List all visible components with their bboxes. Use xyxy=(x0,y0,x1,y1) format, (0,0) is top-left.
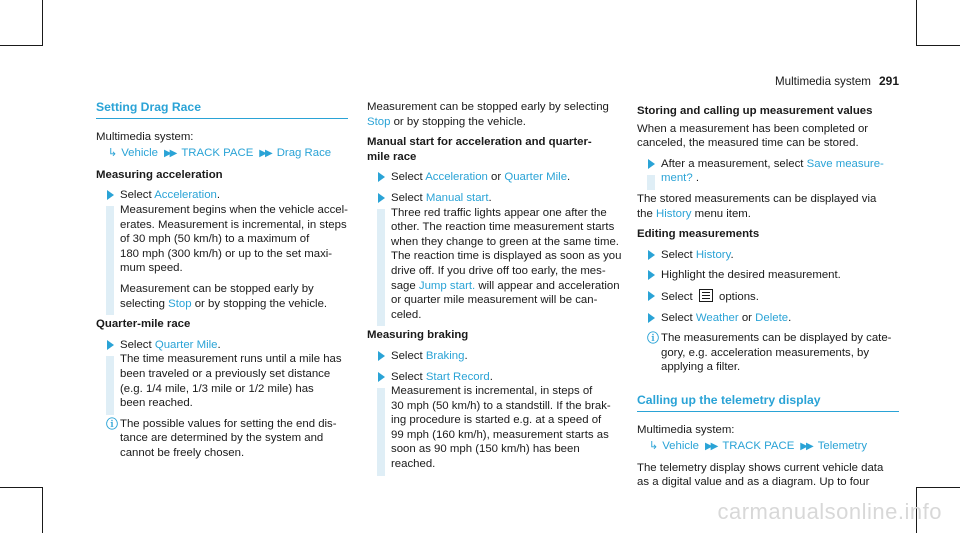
info-icon: ⓘ xyxy=(647,331,660,346)
text: sage xyxy=(391,279,419,292)
step-arrow-icon xyxy=(648,291,655,301)
menu-link: History xyxy=(695,248,731,261)
column-3 xyxy=(637,100,899,490)
subheading: Storing and calling up measurement values xyxy=(637,105,873,117)
step xyxy=(367,349,629,364)
step xyxy=(637,248,899,263)
crop-mark xyxy=(42,0,43,46)
step-bar xyxy=(106,206,114,315)
text: The time measurement runs until a mile has xyxy=(120,353,342,366)
step xyxy=(637,157,899,186)
text: options. xyxy=(715,290,759,303)
text: menu item. xyxy=(691,207,751,220)
info-icon: ⓘ xyxy=(106,416,119,431)
section-rule xyxy=(637,411,899,412)
menu-link: Stop xyxy=(168,297,192,310)
watermark: carmanualsonline.info xyxy=(717,499,942,524)
step-bar xyxy=(377,209,385,326)
subheading: Measuring acceleration xyxy=(96,168,223,181)
crop-mark xyxy=(916,0,917,46)
text: Measurement can be stopped early by selecting xyxy=(367,101,609,113)
text: tance are determined by the system and xyxy=(120,432,324,445)
column-1 xyxy=(96,100,348,466)
text: . xyxy=(788,311,792,324)
text: . xyxy=(488,191,492,204)
return-arrow-icon: ↳ xyxy=(649,440,659,453)
note xyxy=(637,331,899,375)
step-arrow-icon xyxy=(378,372,385,382)
text: cannot be freely chosen. xyxy=(120,446,245,459)
text: will appear and acceleration xyxy=(475,279,620,292)
text: . xyxy=(216,189,221,202)
text: Select xyxy=(391,191,426,204)
text: Select xyxy=(661,311,696,324)
path-item: TRACK PACE xyxy=(181,147,254,160)
text: or quarter mile measurement will be can- xyxy=(391,294,598,307)
text: Select xyxy=(120,189,155,202)
text: erates. Measurement is incremental, in steps xyxy=(120,218,347,231)
text: Measurement begins when the vehicle accel- xyxy=(120,203,348,216)
step-arrow-icon xyxy=(378,193,385,203)
subheading xyxy=(367,135,629,164)
step xyxy=(367,370,629,472)
step-arrow-icon xyxy=(648,270,655,280)
step-arrow-icon xyxy=(648,250,655,260)
section-title: Setting Drag Race xyxy=(96,100,201,114)
text: When a measurement has been completed or xyxy=(637,122,869,135)
menu-link: Quarter Mile xyxy=(504,171,568,184)
options-icon xyxy=(699,289,713,302)
text: Three red traffic lights appear one after the xyxy=(391,206,607,219)
text: been reached. xyxy=(120,397,193,410)
text: Highlight the desired measurement. xyxy=(661,269,841,282)
text: the xyxy=(637,207,656,220)
text: . xyxy=(692,172,700,185)
section-title: Calling up the telemetry display xyxy=(637,392,821,407)
text: The measurements can be displayed by cate- xyxy=(661,332,892,345)
text: . xyxy=(567,171,571,184)
note xyxy=(96,417,348,461)
intro-text: Multimedia system: xyxy=(637,423,735,436)
menu-link: Quarter Mile xyxy=(154,338,218,351)
text: Measurement can be stopped early by xyxy=(120,282,314,295)
step-arrow-icon xyxy=(648,313,655,323)
menu-link: Manual start xyxy=(425,191,489,204)
text: selecting xyxy=(120,297,169,310)
text: Select xyxy=(661,290,696,303)
text: (e.g. 1/4 mile, 1/3 mile or 1/2 mile) has xyxy=(120,382,314,395)
text: After a measurement, select xyxy=(661,157,807,170)
text: as a digital value and as a diagram. Up to four xyxy=(637,476,870,489)
text: gory, e.g. acceleration measurements, by xyxy=(661,346,870,359)
text: Select xyxy=(391,349,426,362)
double-chevron-icon: ▶▶ xyxy=(704,441,717,453)
menu-path xyxy=(649,439,899,455)
crop-mark xyxy=(42,487,43,533)
double-chevron-icon: ▶▶ xyxy=(259,148,271,160)
menu-link: ment? xyxy=(661,172,693,185)
text: or xyxy=(738,311,756,324)
text: ing procedure is started e.g. at a speed of xyxy=(391,414,602,427)
text: . xyxy=(489,370,493,383)
crop-mark xyxy=(0,487,43,488)
text: . xyxy=(217,338,221,351)
text: The telemetry display shows current vehicle data xyxy=(637,461,884,474)
text: been traveled or a previously set distance xyxy=(120,367,331,380)
path-item: Telemetry xyxy=(817,440,868,453)
menu-link: Acceleration xyxy=(425,171,488,184)
text: . xyxy=(730,248,734,261)
step xyxy=(637,311,899,326)
text: when they change to green at the same time. xyxy=(391,235,619,248)
subheading: Measuring braking xyxy=(367,329,469,342)
text: mum speed. xyxy=(120,262,183,275)
text: celed. xyxy=(391,308,422,321)
section-rule xyxy=(96,118,348,119)
step xyxy=(637,289,899,305)
menu-link: Weather xyxy=(695,311,739,324)
menu-path xyxy=(108,146,348,162)
text: mile race xyxy=(367,150,417,163)
intro-text: Multimedia system: xyxy=(96,130,194,143)
text: or by stopping the vehicle. xyxy=(390,115,526,128)
step-arrow-icon xyxy=(648,159,655,169)
subheading: Quarter-mile race xyxy=(96,318,191,331)
step xyxy=(637,268,899,283)
text: The stored measurements can be displayed via xyxy=(637,192,877,205)
menu-link: Stop xyxy=(367,115,391,128)
subheading: Editing measurements xyxy=(637,228,760,241)
text: The possible values for setting the end dis- xyxy=(120,417,337,430)
menu-link: Braking xyxy=(425,349,465,362)
text: reached. xyxy=(391,458,436,471)
step-bar xyxy=(106,356,114,415)
text: drive off. If you drive off too early, the mes- xyxy=(391,264,606,277)
text: or by stopping the vehicle. xyxy=(191,297,328,310)
return-arrow-icon: ↳ xyxy=(108,147,118,160)
text: 30 mph (50 km/h) to a standstill. If the brak- xyxy=(391,399,611,412)
text: soon as 90 mph (150 km/h) has been xyxy=(391,443,580,456)
text: other. The reaction time measurement starts xyxy=(391,221,615,234)
header-section: Multimedia system xyxy=(774,75,871,88)
text: canceled, the measured time can be stored. xyxy=(637,137,859,150)
step-arrow-icon xyxy=(378,172,385,182)
step-arrow-icon xyxy=(107,340,114,350)
text: Manual start for acceleration and quarter- xyxy=(367,136,592,149)
step-bar xyxy=(377,388,385,476)
text: or xyxy=(487,171,505,184)
step xyxy=(96,188,348,311)
message-text: Jump start. xyxy=(418,279,476,292)
crop-mark xyxy=(0,45,43,46)
text: Select xyxy=(391,171,426,184)
text: Select xyxy=(120,338,155,351)
menu-link: Delete xyxy=(755,311,789,324)
text: . xyxy=(464,349,468,362)
step-arrow-icon xyxy=(378,351,385,361)
text: 99 mph (160 km/h), measurement starts as xyxy=(391,428,609,441)
double-chevron-icon: ▶▶ xyxy=(163,148,176,160)
path-item: Vehicle xyxy=(121,147,158,160)
menu-link: History xyxy=(656,207,692,220)
double-chevron-icon: ▶▶ xyxy=(800,441,812,453)
step xyxy=(367,170,629,185)
page-number: 291 xyxy=(878,74,899,88)
menu-link: Acceleration xyxy=(154,189,217,202)
crop-mark xyxy=(916,487,960,488)
text: Select xyxy=(661,248,696,261)
text: Measurement is incremental, in steps of xyxy=(391,385,593,398)
text: 180 mph (300 km/h) or up to the set maxi- xyxy=(120,247,333,260)
crop-mark xyxy=(916,45,960,46)
path-item: Vehicle xyxy=(662,440,699,453)
path-item: TRACK PACE xyxy=(722,440,795,453)
menu-link: Save measure- xyxy=(806,157,884,170)
step xyxy=(367,191,629,322)
step-bar xyxy=(647,175,655,190)
text: of 30 mph (50 km/h) to a maximum of xyxy=(120,233,310,246)
text: applying a filter. xyxy=(661,361,741,374)
text: Select xyxy=(391,370,426,383)
path-item: Drag Race xyxy=(276,147,332,160)
step-arrow-icon xyxy=(107,190,114,200)
step xyxy=(96,338,348,411)
column-2 xyxy=(367,100,629,478)
menu-link: Start Record xyxy=(425,370,490,383)
page-header xyxy=(775,74,899,88)
text: The reaction time is displayed as soon as you xyxy=(391,250,622,263)
